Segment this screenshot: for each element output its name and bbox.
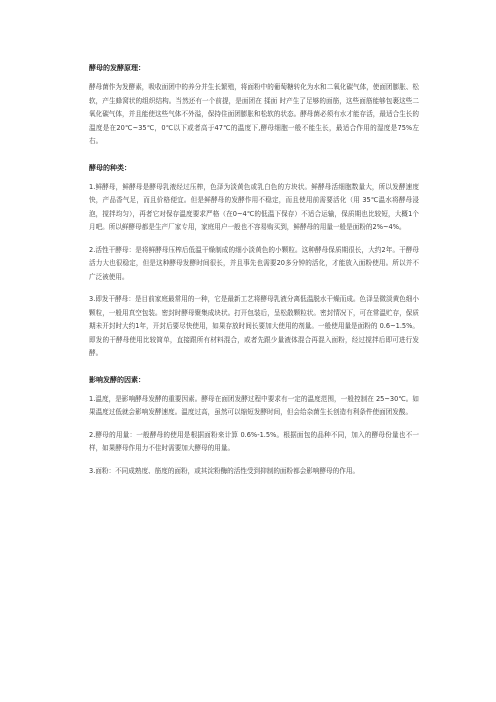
paragraph: 2.酵母的用量：一般酵母的使用是根据面粉来计算 0.6%-1.5%。根据面包的品种不同，加入的酵母份量也不一样，如果酵母作用力不佳时需要加大酵母的用量。 [89, 430, 419, 452]
paragraph: 3.即发干酵母：是目前家庭最常用的一种，它是最新工艺将酵母乳液分离低温脱水干燥而成。色泽呈微淡黄色细小颗粒，一般用真空包装。密封时酵母聚集成块状。打开包装后，呈松散颗粒状。密封情况下，可在常温贮存，保质期未开封时大约1年，开封后要尽快使用，如果存放时间长要加大使用的剂量。一般使用量是面粉的 0.6~1.5%。即发的干酵母使用比较简单，直接跟所有材料混合，或者先跟少量液体混合再混入面粉，经过搅拌后即可进行发酵。 [89, 295, 419, 357]
paragraph: 1.温度，是影响酵母发酵的重要因素。酵母在面团发酵过程中要求有一定的温度范围，一般控制在 25~30℃。如果温度过低就会影响发酵速度。温度过高，虽然可以缩短发酵时间，但会给杂菌生长创造有利条件使面团发酸。 [89, 394, 419, 416]
section-fermentation-factors [89, 374, 419, 479]
paragraph: 1.鲜酵母，鲜酵母是酵母乳液经过压榨，色泽为淡黄色或乳白色的方块状。鲜酵母活细胞数量大，所以发酵速度快，产品香气足，而且价格便宜。但是鲜酵母的发酵作用不稳定，而且使用前需要活化（用 35℃温水将酵母浸泡，搅拌均匀），再者它对保存温度要求严格（在0~4℃的低温下保存）不适合运输，保质期也比较短，大概1个月吧。所以鲜酵母都是生产厂家专用，家庭用户一般也不容易购买到，鲜酵母的用量一般是面粉的2%~4%。 [89, 182, 419, 231]
document-page [89, 62, 419, 487]
paragraph: 2.活性干酵母：是将鲜酵母压榨后低温干燥制成的细小淡黄色的小颗粒。这种酵母保质期很长，大约2年。干酵母活力大也很稳定，但是这种酵母发酵时间很长，并且事先也需要20多分钟的活化，才能放入面粉使用。所以并不广泛被使用。 [89, 245, 419, 281]
paragraph: 3.面粉：不同成熟度、筋度的面粉，或其淀粉酶的活性受到抑制的面粉都会影响酵母的作用。 [89, 466, 360, 475]
paragraph: 酵母菌作为发酵素，吸收面团中的养分并生长繁殖，将面粉中的葡萄糖转化为水和二氧化碳气体，使面团膨胀、松软，产生蜂窝状的组织结构。当然还有一个前提，是面团在 揉面 时产生了足够的面筋，这些面筋能够包裹这些二氧化碳气体，并且能使这些气体不外溢，保持住面团膨胀和松软的状态。酵母菌必须有水才能存活，最适合生长的温度是在20℃~35℃，0℃以下或者高于47℃的温度下,酵母细胞一般不能生长，最适合作用的湿度是75%左右。 [89, 83, 419, 145]
section-heading: 酵母的种类： [89, 163, 131, 172]
section-heading: 影响发酵的因素： [89, 375, 145, 384]
section-heading: 酵母的发酵原理： [89, 64, 145, 72]
section-fermentation-principle [89, 62, 419, 149]
section-yeast-types [89, 162, 419, 361]
